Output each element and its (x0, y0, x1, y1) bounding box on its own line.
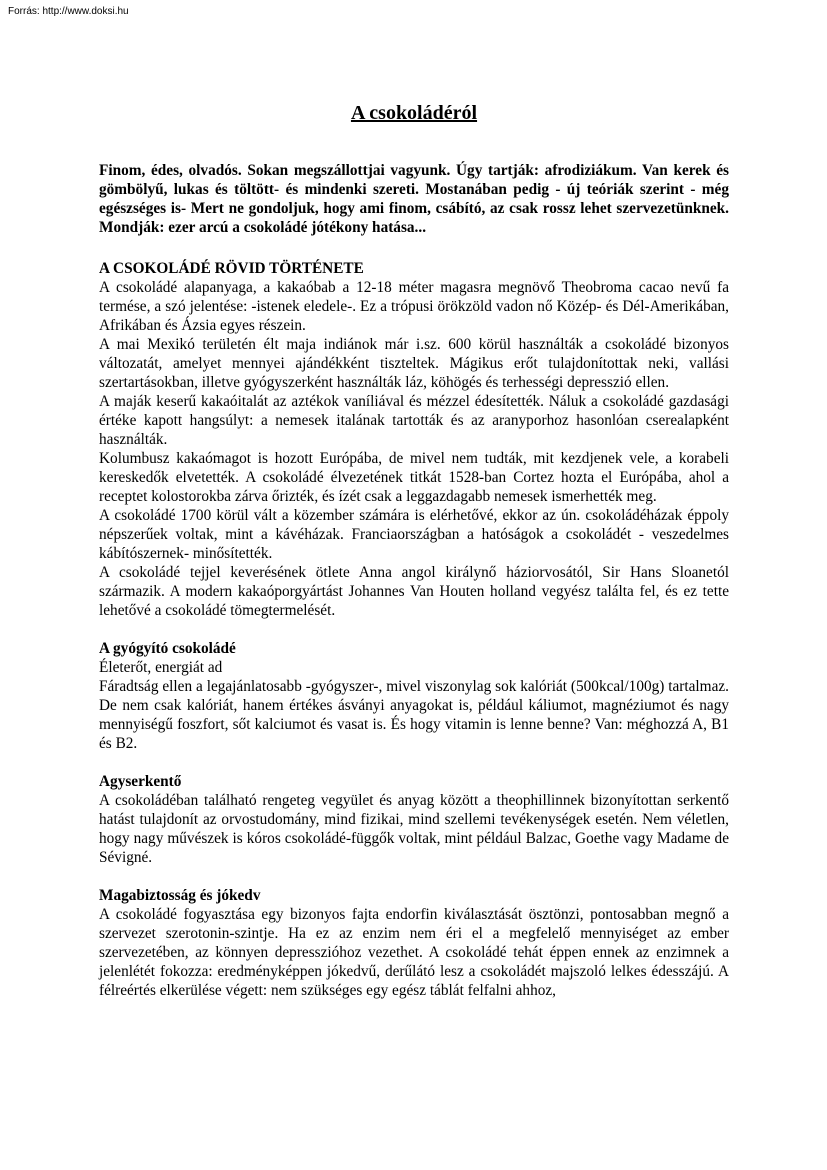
section-spacer (99, 620, 729, 639)
section-title-healing: A gyógyító csokoládé (99, 640, 236, 657)
history-paragraph-5: A csokoládé 1700 körül vált a közember számára is elérhetővé, ekkor az ún. csokoládéházak éppoly népszerűek voltak, mint a kávéházak. Franciaországban a hatóságok a csokoládét - veszedelmes kábítószernek- minősítették. (99, 507, 729, 562)
section-spacer (99, 753, 729, 772)
healing-paragraph-2: Fáradtság ellen a legajánlatosabb -gyógyszer-, mivel viszonylag sok kalóriát (500kcal/100g) tartalmaz. De nem csak kalóriát, hanem értékes ásványi anyagokat is, például káliumot, magnéziumot és nagy mennyiségű foszfort, sőt kalciumot és vasat is. És hogy vitamin is lenne benne? Van: méghozzá A, B1 és B2. (99, 678, 729, 752)
document-body (99, 259, 729, 1000)
history-paragraph-3: A maják keserű kakaóitalát az aztékok vaníliával és mézzel édesítették. Náluk a csokoládé gazdasági értéke kapott hangsúlyt: a nemesek italának tartották és az aranyporhoz hasonlóan cserealapként használták. (99, 393, 729, 448)
mood-paragraph-1: A csokoládé fogyasztása egy bizonyos fajta endorfin kiválasztását ösztönzi, pontosabban megnő a szervezet szerotonin-szintje. Ha ez az enzim nem éri el a megfelelő mennyiséget az ember szervezetében, az könnyen depresszióhoz vezethet. A csokoládé tehát éppen ennek az enzimnek a jelenlétét fokozza: eredményképpen jókedvű, derűlátó lesz a csokoládét majszoló lelkes édesszájú. A félreértés elkerülése végett: nem szükséges egy egész táblát felfalni ahhoz, (99, 906, 729, 999)
page-title: A csokoládéról (350, 102, 478, 124)
section-spacer (99, 867, 729, 886)
healing-paragraph-1: Életerőt, energiát ad (99, 659, 223, 676)
section-title-history: A CSOKOLÁDÉ RÖVID TÖRTÉNETE (99, 260, 364, 277)
section-title-brain: Agyserkentő (99, 773, 182, 790)
history-paragraph-4: Kolumbusz kakaómagot is hozott Európába, de mivel nem tudták, mit kezdjenek vele, a korabeli kereskedők elvetették. A csokoládé élvezetének titkát 1528-ban Cortez hozta el Európába, ahol a receptet kolostorokba zárva őrizték, és ízét csak a leggazdagabb nemesek ismerhették meg. (99, 450, 729, 505)
history-paragraph-2: A mai Mexikó területén élt maja indiánok már i.sz. 600 körül használták a csokoládé bizonyos változatát, amelyet mennyei ajándékként tiszteltek. Mágikus erőt tulajdonítottak neki, vallási szertartásokban, illetve gyógyszerként használták láz, köhögés és terhességi depresszió ellen. (99, 336, 729, 391)
brain-paragraph-1: A csokoládéban található rengeteg vegyület és anyag között a theophillinnek bizonyítottan serkentő hatást tulajdonít az orvostudomány, mind fizikai, mind szellemi tevékenységek esetén. Nem véletlen, hogy nagy művészek is kóros csokoládé-függők voltak, mint például Balzac, Goethe vagy Madame de Sévigné. (99, 792, 729, 866)
source-label: Forrás: http://www.doksi.hu (8, 6, 129, 17)
section-title-mood: Magabiztosság és jókedv (99, 887, 261, 904)
lead-paragraph: Finom, édes, olvadós. Sokan megszállottjai vagyunk. Úgy tartják: afrodiziákum. Van kerek és gömbölyű, lukas és töltött- és mindenki szereti. Mostanában pedig - új teóriák szerint - még egészséges is- Mert ne gondoljuk, hogy ami finom, csábító, az csak rossz lehet szervezetünknek. Mondják: ezer arcú a csokoládé jótékony hatása... (99, 162, 729, 236)
history-paragraph-6: A csokoládé tejjel keverésének ötlete Anna angol királynő háziorvosától, Sir Hans Sloanetól származik. A modern kakaóporgyártást Johannes Van Houten holland vegyész találta fel, és ez tette lehetővé a csokoládé tömegtermelését. (99, 564, 729, 619)
history-paragraph-1: A csokoládé alapanyaga, a kakaóbab a 12-18 méter magasra megnövő Theobroma cacao nevű fa termése, a szó jelentése: -istenek eledele-. Ez a trópusi örökzöld vadon nő Közép- és Dél-Amerikában, Afrikában és Ázsia egyes részein. (99, 279, 729, 334)
